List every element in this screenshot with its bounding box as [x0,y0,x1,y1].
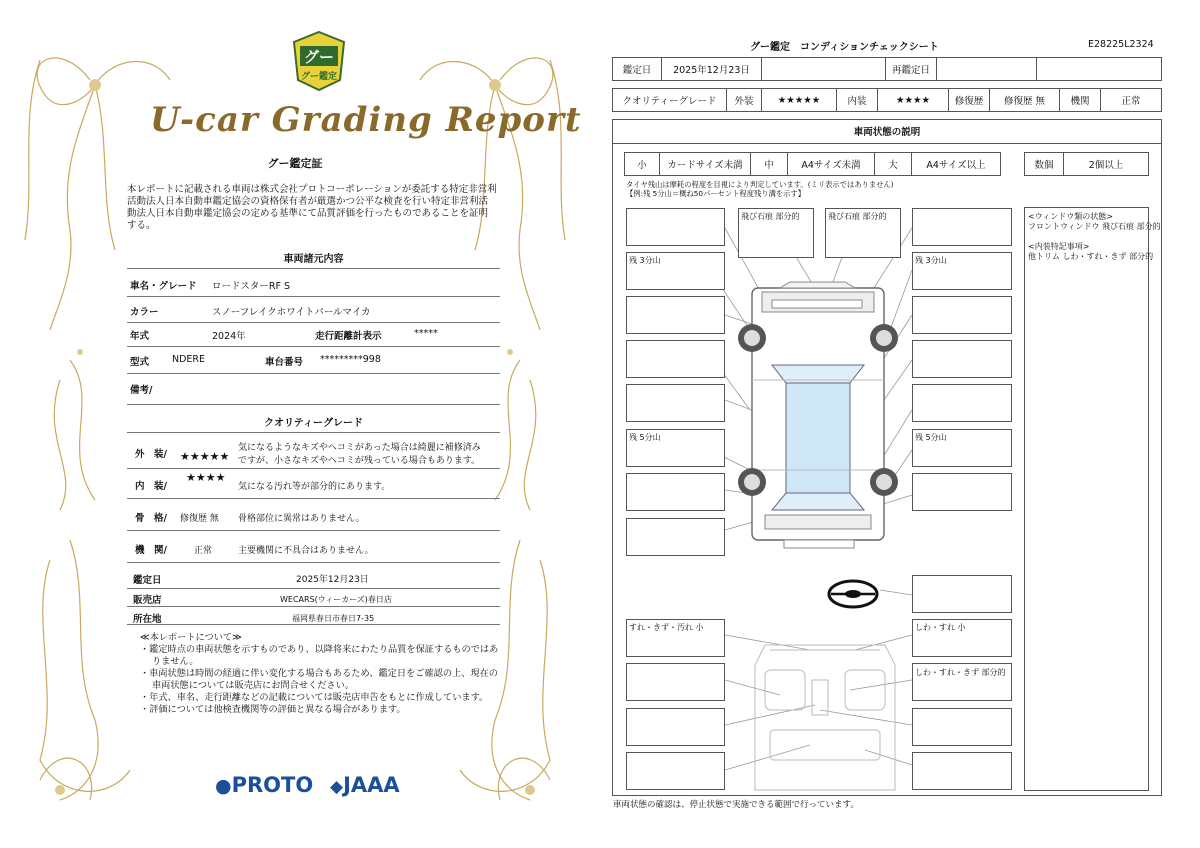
size-count-desc: 2個以上 [1063,152,1149,176]
year-label: 年式 [130,331,150,342]
condition-check-sheet [600,0,1200,848]
jaaa-logo: ◆JAAA [330,773,400,797]
remarks-label: 備考/ [130,385,153,396]
divider [127,468,500,469]
frame-desc: 骨格部位に異常はありません。 [238,514,365,524]
engine-value: 正常 [194,546,213,556]
repair-value: 修復歴 無 [989,88,1060,112]
name-label: 車名・グレード [130,281,197,292]
engine-desc: 主要機関に不具合はありません。 [238,546,374,556]
divider [127,588,500,589]
interior-desc: 気になる汚れ等が部分的にあります。 [238,482,391,492]
divider [127,562,500,563]
interior-stars: ★★★★ [186,471,226,484]
section-title: 車両状態の説明 [612,119,1162,144]
dealer-value: WECARS(ウィーカーズ)春日店 [280,595,392,604]
address-value: 福岡県春日市春日7-35 [292,614,375,623]
divider [127,268,500,269]
exterior-desc: 気になるようなキズやヘコミがあった場合は綺麗に補修済み [238,443,481,453]
comment-box [626,708,725,746]
color-label: カラー [130,307,159,318]
color-value: スノーフレイクホワイトパールマイカ [212,307,371,318]
chassis-label: 車台番号 [265,357,304,368]
note-item: ・年式、車名、走行距離などの記載については販売店申告をもとに作成しています。 [140,692,489,703]
certificate-intro: 本レポートに記載される車両は株式会社プロトコーポレーションが委託する特定非営利活動法人日本自動車鑑定協会の資格保有者が厳選かつ公平な検査を行い特定非営利活動法人日本自動車鑑定協会の定める基準にて品質評価を行ったものであることを証明する。 [127,184,497,231]
chip-label: 飛び石痕 部分的 [741,212,800,221]
tire-note: 【例:残 5分山＝概ね50パーセント程度残り溝を示す】 [626,189,806,198]
comment-box [912,575,1012,613]
divider [127,346,500,347]
grading-certificate [0,0,590,848]
comment-box [626,296,725,334]
notes [140,632,500,716]
notes-title: ≪本レポートについて≫ [140,632,242,643]
comment-box [912,340,1012,378]
comment-box [912,208,1012,246]
document-id: E28225L2324 [1088,39,1154,50]
model-label: 型式 [130,357,150,368]
exterior-desc: ですが、小さなキズやヘコミが残っている場合もあります。 [238,456,481,466]
chassis-value: *********998 [320,354,381,365]
steering-wheel-icon [829,581,877,607]
size-small: 小 [624,152,660,176]
divider [127,432,500,433]
interior-stars: ★★★★ [877,88,949,112]
divider [127,296,500,297]
date-value: 2025年12月23日 [661,57,762,81]
divider [127,373,500,374]
size-mid: 中 [750,152,788,176]
size-large: 大 [874,152,912,176]
dealer-label: 販売店 [133,595,162,606]
note-line: <内装特記事項> [1028,242,1090,251]
interior-view [755,645,895,790]
goo-grading-badge-icon [290,30,348,92]
comment-box [626,663,725,701]
frame-value: 修復歴 無 [180,514,219,524]
comment-box [626,208,725,246]
comment-box [626,384,725,422]
divider [127,530,500,531]
model-value: NDERE [172,354,206,365]
exterior-stars: ★★★★★ [180,450,230,463]
exterior-label: 外装 [726,88,762,112]
size-small-desc: カードサイズ未満 [659,152,751,176]
tire-label: 残 5分山 [629,433,661,442]
car-top-view [738,282,898,548]
note-item: ・車両状態は時間の経過に伴い変化する場合もあるため、鑑定日をご確認の上、現在の車両状態については販売店にお問合せください。 [140,668,498,691]
divider [127,498,500,499]
divider [127,606,500,607]
tire-label: 残 5分山 [915,433,947,442]
spec-heading: 車両諸元内容 [283,254,344,265]
year-value: 2024年 [212,331,246,342]
divider [127,624,500,625]
mileage-value: ***** [414,328,438,339]
name-value: ロードスターRF S [212,281,291,292]
comment-box [626,752,725,790]
interior-label: 内装 [836,88,878,112]
date-value: 2025年12月23日 [296,575,369,585]
comment-box [912,708,1012,746]
tire-label: 残 3分山 [915,256,947,265]
sheet-footer: 車両状態の確認は、停止状態で実施できる範囲で行っています。 [613,800,859,810]
mileage-label: 走行距離計表示 [315,331,382,342]
divider [127,322,500,323]
divider [127,404,500,405]
interior-label: しわ・すれ・きず 部分的 [915,668,1006,677]
comment-box [626,518,725,556]
engine-value: 正常 [1100,88,1162,112]
size-large-desc: A4サイズ以上 [911,152,1001,176]
address-label: 所在地 [133,614,162,625]
exterior-stars: ★★★★★ [761,88,837,112]
svg-text:グー鑑定: グー鑑定 [300,72,338,82]
chip-label: 飛び石痕 部分的 [828,212,887,221]
comment-box [626,340,725,378]
repair-label: 修復歴 [948,88,990,112]
comment-box [912,752,1012,790]
quality-heading: クオリティーグレード [264,418,363,429]
size-mid-desc: A4サイズ未満 [787,152,875,176]
svg-text:グー: グー [303,48,335,66]
comment-box [912,473,1012,511]
certificate-title: グー鑑定証 [267,157,323,170]
frame-label: 骨 格/ [135,513,167,524]
note-line: 他トリム しわ・すれ・きず 部分的 [1028,252,1154,261]
tire-label: 残 3分山 [629,256,661,265]
engine-label: 機関 [1059,88,1101,112]
size-count: 数個 [1024,152,1064,176]
comment-box [626,473,725,511]
report-script-title: U-car Grading Report [150,100,582,140]
interior-label: 内 装/ [135,481,167,492]
note-line: <ウィンドウ類の状態> [1028,212,1113,221]
note-item: ・評価については他検査機関等の評価と異なる場合があります。 [140,704,406,715]
tire-note: タイヤ残山は摩耗の程度を目視により判定しています。(ミリ表示ではありません) [626,180,894,189]
comment-box [912,384,1012,422]
engine-label: 機 関/ [135,545,167,556]
redate-label: 再鑑定日 [885,57,937,81]
proto-logo: ●PROTO [215,773,314,797]
date-label: 鑑定日 [612,57,662,81]
comment-box [912,296,1012,334]
quality-grade-label: クオリティーグレード [612,88,727,112]
exterior-label: 外 装/ [135,449,167,460]
date-label: 鑑定日 [133,575,162,586]
note-line: フロントウィンドウ 飛び石痕 部分的 [1028,222,1161,231]
sheet-title: グー鑑定 コンディションチェックシート [750,42,939,53]
note-item: ・鑑定時点の車両状態を示すものであり、以降将来にわたり品質を保証するものではありません。 [140,644,499,667]
interior-label: すれ・きず・汚れ 小 [629,623,704,632]
interior-label: しわ・すれ 小 [915,623,966,632]
